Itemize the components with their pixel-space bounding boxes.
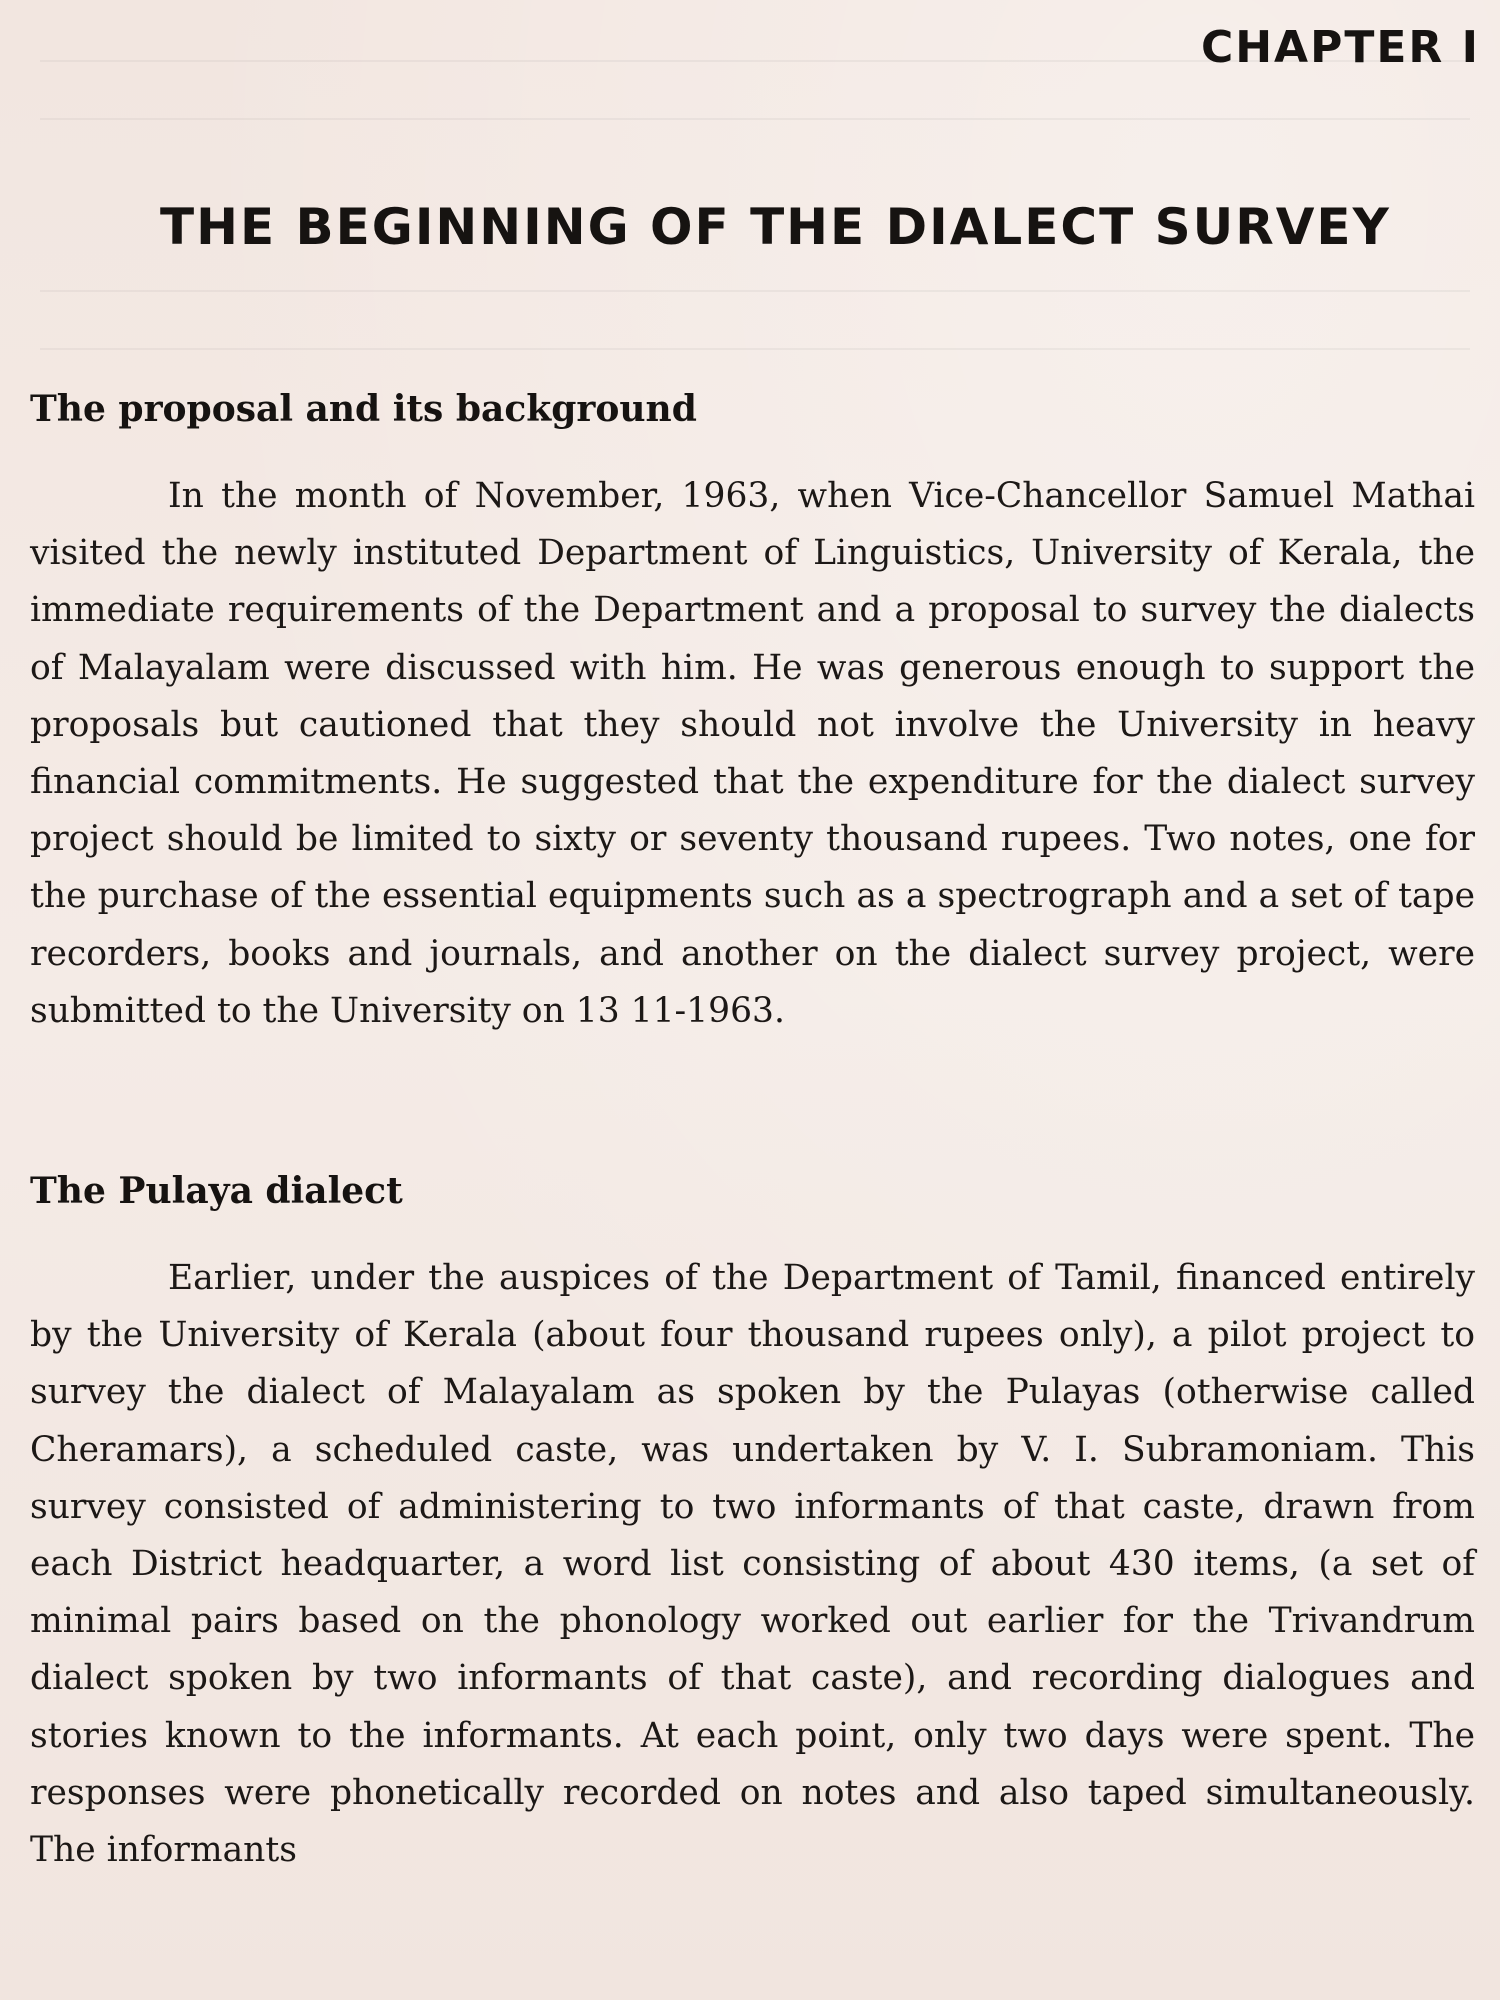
- bleed-through-line: [40, 290, 1470, 292]
- paragraph-pulaya: Earlier, under the auspices of the Department of Tamil, financed entirely by the University of Kerala (about four thousand rupees only), a pilot project to survey the dialect of Malayalam as spoken by the Pulayas (otherwise called Cheramars), a scheduled caste, was undertaken by V. I. Subramoniam. This survey consisted of administering to two informants of that caste, drawn from each District headquarter, a word list consisting of about 430 items, (a set of minimal pairs based on the phonology worked out earlier for the Trivandrum dialect spoken by two informants of that caste), and recording dialogues and stories known to the informants. At each point, only two days were spent. The responses were phonetically recorded on notes and also taped simultaneously. The informants: [30, 1258, 1475, 1871]
- section-heading-pulaya: The Pulaya dialect: [30, 1170, 403, 1212]
- chapter-title: THE BEGINNING OF THE DIALECT SURVEY: [160, 198, 1391, 256]
- paragraph-proposal: In the month of November, 1963, when Vice-Chancellor Samuel Mathai visited the newly instituted Department of Linguistics, University of Kerala, the immediate requirements of the Department and a proposal to survey the dialects of Malayalam were discussed with him. He was generous enough to support the proposals but cautioned that they should not involve the University in heavy financial commitments. He suggested that the expenditure for the dialect survey project should be limited to sixty or seventy thousand rupees. Two notes, one for the purchase of the essential equipments such as a spectrograph and a set of tape recorders, books and journals, and another on the dialect survey project, were submitted to the University on 13 11-1963.: [30, 476, 1475, 1031]
- bleed-through-line: [40, 118, 1470, 120]
- section-heading-proposal: The proposal and its background: [30, 388, 697, 430]
- chapter-label: CHAPTER I: [1200, 22, 1480, 73]
- bleed-through-line: [40, 348, 1470, 350]
